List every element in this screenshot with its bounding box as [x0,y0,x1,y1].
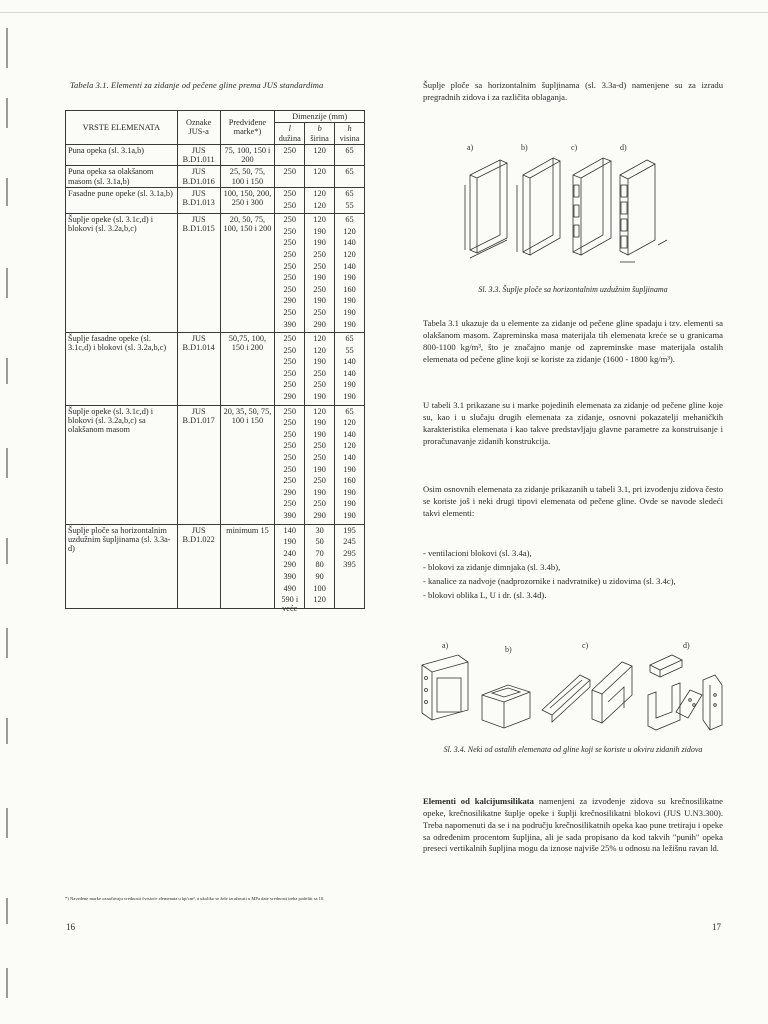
dimension-value: 250 [283,145,296,155]
dimension-value: 65 [345,145,354,155]
dimension-value: 55 [345,200,354,210]
jus-code-cell: JUS B.D1.017 [177,405,220,524]
fig33-label-c: c) [571,143,578,152]
page-top-edge [0,12,768,13]
dimension-value: 120 [343,226,356,236]
dimension-value: 250 [283,273,296,283]
fig33-label-a: a) [467,143,474,152]
dimension-value: 250 [283,345,296,355]
marks-cell: 20, 50, 75, 100, 150 i 200 [220,214,275,333]
dimension-value: 250 [283,215,296,225]
jus-code-cell: JUS B.D1.014 [177,333,220,406]
dimension-value: 250 [313,499,326,509]
dimension-value: 250 [313,249,326,259]
fig34-label-b: b) [505,645,512,654]
dimension-b-cell [305,187,335,213]
intro-paragraph: Šuplje ploče sa horizontalnim šupljinama (sl. 3.3a-d) namenjene su za izradu pregradnih zidova i za različita oblaganja. [423,80,723,102]
dimension-value: 250 [283,167,296,177]
dimension-h-cell [335,166,365,188]
col-header-type: VRSTE ELEMENATA [66,111,178,145]
dimension-value: 250 [283,261,296,271]
table-row [66,214,365,333]
dimension-h-cell [335,405,365,524]
marks-cell: 50,75, 100, 150 i 200 [220,333,275,406]
dimension-value: 250 [283,188,296,198]
dimension-value: 140 [343,261,356,271]
dimension-value: 70 [315,548,324,558]
paragraph-1: Tabela 3.1 ukazuje da u elemente za zidanje od pečene gline spadaju i tzv. elementi sa olakšanom masom. Zapreminska masa materijala tih elemenata kreće se u granicama 800-1100 kg/m³, što je značajno manje od zapreminske mase materijala ostalih elemenata od pečene gline koji se koriste za zidanje (1600 - 1800 kg/m³). [423,318,723,364]
table-row [66,187,365,213]
dimension-value: 590 i veće [281,595,299,614]
dimension-value: 250 [283,418,296,428]
dimension-l-cell [275,214,305,333]
element-list [423,548,723,603]
dimension-value [337,572,362,584]
dimension-value: 295 [343,548,356,558]
dimension-value: 250 [313,476,326,486]
marks-cell: 75, 100, 150 i 200 [220,144,275,166]
dimension-value: 250 [283,441,296,451]
term-calcium-silicate: Elementi od kalcijumsilikata [423,796,534,806]
fig33-label-b: b) [521,143,528,152]
elements-table [65,110,365,614]
dimension-value: 55 [345,345,354,355]
table-row [66,524,365,608]
dimension-value: 250 [283,429,296,439]
dimension-value: 65 [345,188,354,198]
dimension-value: 250 [313,453,326,463]
dimension-value: 290 [283,560,296,570]
dimension-value: 120 [313,188,326,198]
dimension-l-cell [275,187,305,213]
dimension-value: 240 [283,548,296,558]
dimension-value: 490 [283,583,296,593]
page-number-right: 17 [712,922,721,932]
dimension-value: 120 [343,249,356,259]
dimension-value: 245 [343,537,356,547]
dimension-value: 120 [313,215,326,225]
col-header-marks: Predviđene marke*) [220,111,275,145]
col-header-length: l dužina [275,123,305,145]
jus-code-cell: JUS B.D1.015 [177,214,220,333]
dimension-value: 190 [313,464,326,474]
element-type-cell: Šuplje ploče sa horizontalnim uzdužnim šupljinama (sl. 3.3a-d) [66,524,178,608]
dimension-value: 190 [313,238,326,248]
dimension-value: 120 [313,145,326,155]
dimension-value: 250 [283,499,296,509]
dimension-value: 290 [283,392,296,402]
jus-code-cell: JUS B.D1.016 [177,166,220,188]
dimension-l-cell [275,524,305,614]
dimension-h-cell [335,144,365,166]
dimension-value: 190 [343,464,356,474]
dimension-value: 395 [343,560,356,570]
dimension-value: 290 [313,319,326,329]
dimension-b-cell [305,524,335,608]
dimension-l-cell [275,405,305,524]
paragraph-4: Elementi od kalcijumsilikata namenjeni za izvođenje zidova su krečnosilikatne opeke, krečnosilikatne šuplje opeke i šuplji krečnosilikatni blokovi (JUS U.N3.300). Treba napomenuti da se i na području krečnosilikatnih opeka kao pune tretiraju i opeke sa određenim procentom šupljina, ali je sada propisano da kod takvih "punih" opeka preseci vertikalnih šupljina mogu da iznose najviše 25% u odnosu na ležišnu ravan ld. [423,796,723,854]
dimension-value: 140 [343,368,356,378]
dimension-l-cell [275,144,305,166]
dimension-value: 190 [343,499,356,509]
dimension-value: 65 [345,334,354,344]
dimension-value: 120 [313,345,326,355]
dimension-value: 190 [343,392,356,402]
col-header-dimensions: Dimenzije (mm) [275,111,365,123]
element-type-cell: Puna opeka sa olakšanom masom (sl. 3.1a,b) [66,166,178,188]
binding-marks [6,18,10,1008]
element-type-cell: Puna opeka (sl. 3.1a,b) [66,144,178,166]
dimension-value: 65 [345,406,354,416]
dimension-value: 250 [283,284,296,294]
dimension-value [337,595,362,607]
dimension-value: 140 [283,525,296,535]
dimension-value: 190 [313,392,326,402]
dimension-value: 290 [283,487,296,497]
dimension-value: 190 [343,273,356,283]
dimension-l-cell [275,333,305,406]
dimension-value: 120 [313,167,326,177]
dimension-value: 250 [283,464,296,474]
jus-code-cell: JUS B.D1.011 [177,144,220,166]
dimension-h-cell [335,333,365,406]
dimension-value: 250 [313,284,326,294]
dimension-value: 390 [283,319,296,329]
col-header-height: h visina [335,123,365,145]
fig33-label-d: d) [620,143,627,152]
dimension-l-cell [275,166,305,188]
dimension-value: 190 [343,296,356,306]
dimension-value: 250 [313,261,326,271]
dimension-b-cell [305,144,335,166]
col-header-code: Oznake JUS-a [177,111,220,145]
list-item: - blokovi za zidanje dimnjaka (sl. 3.4b), [423,561,561,572]
dimension-value: 190 [343,380,356,390]
dimension-value: 65 [345,215,354,225]
paragraph-2: U tabeli 3.1 prikazane su i marke pojedinih elemenata za zidanje od pečene gline koje su, kao i u slučaju drugih elemenata za zidanje, osnovni pokazatelji mehaničkih karakteristika elemenata i kao takve predstavljaju glavne parametre za konstruisanje i proračunavanje zidanih konstrukcija. [423,400,723,446]
figure-3-3-caption: Sl. 3.3. Šuplje ploče sa horizontalnim uzdužnim šupljinama [478,285,668,294]
dimension-b-cell [305,166,335,188]
figure-3-3-hollow-plates [455,140,695,270]
fig34-label-d: d) [683,641,690,650]
fig34-label-a: a) [442,641,449,650]
fig34-label-c: c) [582,641,589,650]
table-row [66,405,365,524]
dimension-value: 120 [313,406,326,416]
dimension-h-cell [335,187,365,213]
dimension-value: 250 [283,307,296,317]
jus-code-cell: JUS B.D1.022 [177,524,220,608]
element-type-cell: Šuplje opeke (sl. 3.1c,d) i blokovi (sl. 3.2a,b,c) sa olakšanom masom [66,405,178,524]
table-body [66,144,365,614]
dimension-value: 140 [343,357,356,367]
dimension-value: 50 [315,537,324,547]
table-row [66,166,365,188]
dimension-value: 190 [313,487,326,497]
dimension-h-cell [335,524,365,608]
dimension-value: 190 [343,487,356,497]
dimension-b-cell [305,214,335,333]
dimension-value: 140 [343,238,356,248]
figure-3-4-caption: Sl. 3.4. Neki od ostalih elemenata od gline koji se koriste u okviru zidanih zidova [443,745,703,754]
dimension-b-cell [305,405,335,524]
marks-cell: 20, 35, 50, 75, 100 i 150 [220,405,275,524]
dimension-value: 120 [343,418,356,428]
dimension-value: 190 [313,418,326,428]
figure-3-4-other-elements [410,640,730,735]
element-type-cell: Šuplje opeke (sl. 3.1c,d) i blokovi (sl. 3.2a,b,c) [66,214,178,333]
dimension-value: 190 [313,357,326,367]
marks-cell: 25, 50, 75, 100 i 150 [220,166,275,188]
table-caption: Tabela 3.1. Elementi za zidanje od pečene gline prema JUS standardima [70,80,324,90]
dimension-value: 250 [313,441,326,451]
dimension-value: 250 [283,249,296,259]
dimension-value: 190 [343,319,356,329]
dimension-value: 90 [315,571,324,581]
dimension-value: 250 [313,307,326,317]
dimension-value: 140 [343,429,356,439]
element-type-cell: Šuplje fasadne opeke (sl. 3.1c,d) i blokovi (sl. 3.2a,b,c) [66,333,178,406]
dimension-value: 120 [313,334,326,344]
dimension-value: 250 [283,380,296,390]
dimension-value: 250 [283,453,296,463]
dimension-value: 190 [343,511,356,520]
dimension-value: 190 [313,226,326,236]
dimension-value: 250 [283,334,296,344]
dimension-value: 190 [343,307,356,317]
dimension-value: 250 [283,226,296,236]
dimension-value: 390 [283,511,296,520]
list-item: - ventilacioni blokovi (sl. 3.4a), [423,548,532,558]
table-row [66,144,365,166]
dimension-value: 100 [313,583,326,593]
dimension-value: 250 [283,406,296,416]
dimension-value: 250 [283,357,296,367]
list-item: - kanalice za nadvoje (nadprozornike i nadvratnike) u zidovima (sl. 3.4c), [423,575,676,586]
dimension-value: 190 [313,273,326,283]
dimension-value: 190 [313,429,326,439]
dimension-value: 250 [313,380,326,390]
col-header-width: b širina [305,123,335,145]
dimension-value: 160 [343,476,356,486]
dimension-value: 250 [283,238,296,248]
dimension-value: 250 [283,200,296,210]
dimension-value: 250 [313,368,326,378]
dimension-value: 290 [283,296,296,306]
dimension-value: 190 [313,296,326,306]
dimension-value: 80 [315,560,324,570]
dimension-value: 195 [343,525,356,535]
table-footnote: *) Navedene marke označavaju vrednosti čvrstoće elemenata u kp/cm², a ukoliko se žele izražavati u MPa date vrednosti treba podeliti sa 10. [65,896,325,901]
dimension-b-cell [305,333,335,406]
dimension-value: 120 [343,441,356,451]
dimension-value: 390 [283,571,296,581]
page-number-left: 16 [66,922,75,932]
dimension-value: 250 [283,476,296,486]
dimension-value: 65 [345,167,354,177]
dimension-value: 160 [343,284,356,294]
table-row [66,333,365,406]
dimension-value: 120 [313,200,326,210]
list-item: - blokovi oblika L, U i dr. (sl. 3.4d). [423,589,547,600]
dimension-h-cell [335,214,365,333]
dimension-value: 190 [283,537,296,547]
element-type-cell: Fasadne pune opeke (sl. 3.1a,b) [66,187,178,213]
jus-code-cell: JUS B.D1.013 [177,187,220,213]
marks-cell: 100, 150, 200, 250 i 300 [220,187,275,213]
paragraph-3: Osim osnovnih elemenata za zidanje prikazanih u tabeli 3.1, pri izvođenju zidova često se koriste još i neki drugi tipovi elemenata od pečene gline. Ovde se navode sledeći takvi elementi: [423,484,723,518]
dimension-value: 140 [343,453,356,463]
marks-cell: minimum 15 [220,524,275,608]
dimension-value: 290 [313,511,326,520]
dimension-value: 30 [315,525,324,535]
dimension-value: 120 [313,595,326,605]
dimension-value: 250 [283,368,296,378]
dimension-value [337,584,362,596]
